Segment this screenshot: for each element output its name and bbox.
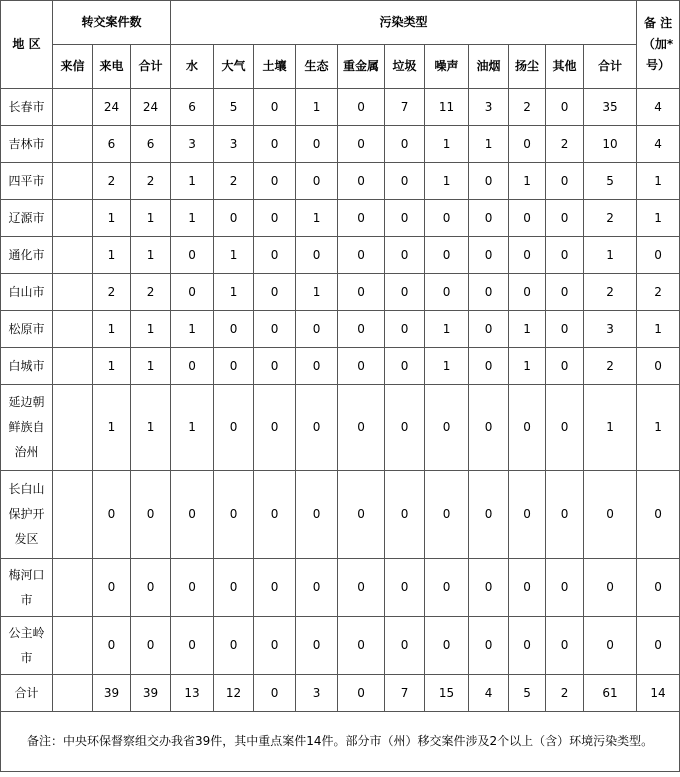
table-row: [1, 89, 680, 126]
value-cell: 0: [425, 274, 469, 311]
value-cell: 1: [93, 237, 131, 274]
region-cell: [1, 274, 53, 311]
value-cell: 0: [254, 471, 296, 559]
value-cell: 0: [93, 471, 131, 559]
table-row: [1, 471, 680, 559]
value-cell: 0: [214, 471, 254, 559]
value-cell: 2: [546, 126, 584, 163]
value-cell: 0: [254, 348, 296, 385]
value-cell: 0: [584, 559, 637, 617]
value-cell: 1: [637, 311, 680, 348]
value-cell: 1: [93, 200, 131, 237]
value-cell: 12: [214, 675, 254, 712]
value-cell: 0: [296, 311, 338, 348]
value-cell: 0: [584, 617, 637, 675]
value-cell: 0: [296, 163, 338, 200]
value-cell: [53, 89, 93, 126]
value-cell: 0: [637, 348, 680, 385]
value-cell: 0: [385, 471, 425, 559]
value-cell: 4: [637, 89, 680, 126]
value-cell: 0: [637, 471, 680, 559]
value-cell: 1: [425, 311, 469, 348]
value-cell: 2: [214, 163, 254, 200]
value-cell: 0: [171, 348, 214, 385]
value-cell: 0: [214, 559, 254, 617]
value-cell: 2: [131, 274, 171, 311]
header-pollution-col: 合计: [584, 45, 637, 89]
value-cell: 1: [509, 163, 546, 200]
value-cell: 0: [385, 617, 425, 675]
value-cell: 0: [338, 200, 385, 237]
value-cell: 1: [131, 237, 171, 274]
header-remark-line1: 备 注: [643, 16, 673, 30]
value-cell: 0: [469, 163, 509, 200]
value-cell: [53, 471, 93, 559]
value-cell: 1: [637, 200, 680, 237]
value-cell: 0: [509, 274, 546, 311]
value-cell: 1: [584, 237, 637, 274]
value-cell: 0: [637, 559, 680, 617]
region-cell: [1, 89, 53, 126]
value-cell: 4: [637, 126, 680, 163]
value-cell: 2: [584, 274, 637, 311]
table-row: [1, 163, 680, 200]
value-cell: 0: [171, 471, 214, 559]
value-cell: 1: [214, 274, 254, 311]
value-cell: 0: [509, 559, 546, 617]
region-cell: [1, 559, 53, 617]
value-cell: 1: [637, 163, 680, 200]
value-cell: 0: [469, 274, 509, 311]
value-cell: 2: [93, 274, 131, 311]
region-cell: [1, 385, 53, 471]
value-cell: 0: [214, 617, 254, 675]
value-cell: [53, 126, 93, 163]
value-cell: 7: [385, 675, 425, 712]
footnote: 备注：中央环保督察组交办我省39件，其中重点案件14件。部分市（州）移交案件涉及2个以上（含）环境污染类型。: [1, 712, 680, 772]
value-cell: 1: [469, 126, 509, 163]
header-remark-line2: （加*: [642, 37, 674, 51]
value-cell: 0: [131, 559, 171, 617]
region-name-line: 白山市: [8, 284, 45, 299]
value-cell: 5: [214, 89, 254, 126]
value-cell: 2: [93, 163, 131, 200]
value-cell: 0: [171, 274, 214, 311]
value-cell: 5: [584, 163, 637, 200]
value-cell: [53, 559, 93, 617]
header-transfer-col: 来信: [53, 45, 93, 89]
value-cell: 1: [93, 385, 131, 471]
value-cell: 0: [546, 200, 584, 237]
table-row: [1, 385, 680, 471]
value-cell: 0: [338, 274, 385, 311]
value-cell: 1: [296, 274, 338, 311]
value-cell: 6: [171, 89, 214, 126]
table-row: [1, 274, 680, 311]
value-cell: 0: [338, 237, 385, 274]
value-cell: 1: [296, 200, 338, 237]
value-cell: 0: [546, 89, 584, 126]
value-cell: 6: [131, 126, 171, 163]
region-name-line: 治州: [14, 445, 39, 459]
header-pollution-col: 土壤: [254, 45, 296, 89]
value-cell: 0: [338, 675, 385, 712]
value-cell: 0: [254, 126, 296, 163]
value-cell: [53, 385, 93, 471]
value-cell: 0: [546, 617, 584, 675]
value-cell: [53, 274, 93, 311]
value-cell: [53, 617, 93, 675]
table-row: [1, 348, 680, 385]
value-cell: 0: [469, 471, 509, 559]
region-name-line: 白城市: [8, 358, 45, 373]
value-cell: 0: [425, 617, 469, 675]
value-cell: 0: [296, 617, 338, 675]
value-cell: 0: [546, 163, 584, 200]
value-cell: 3: [214, 126, 254, 163]
value-cell: 1: [296, 89, 338, 126]
value-cell: 0: [296, 126, 338, 163]
value-cell: 0: [338, 311, 385, 348]
value-cell: 0: [296, 385, 338, 471]
value-cell: 0: [509, 237, 546, 274]
value-cell: [53, 200, 93, 237]
header-pollution-col: 大气: [214, 45, 254, 89]
value-cell: 0: [338, 89, 385, 126]
table-row: [1, 237, 680, 274]
value-cell: 5: [509, 675, 546, 712]
header-pollution-col: 生态: [296, 45, 338, 89]
value-cell: 0: [254, 559, 296, 617]
value-cell: 24: [93, 89, 131, 126]
value-cell: 1: [131, 311, 171, 348]
value-cell: 0: [425, 237, 469, 274]
value-cell: 0: [338, 385, 385, 471]
value-cell: 0: [296, 348, 338, 385]
value-cell: 39: [131, 675, 171, 712]
value-cell: 0: [338, 163, 385, 200]
value-cell: 1: [171, 200, 214, 237]
value-cell: 1: [131, 200, 171, 237]
value-cell: 13: [171, 675, 214, 712]
value-cell: 0: [296, 559, 338, 617]
value-cell: 0: [546, 274, 584, 311]
value-cell: 1: [131, 385, 171, 471]
value-cell: 0: [254, 89, 296, 126]
header-remark-line3: 号）: [646, 58, 671, 72]
value-cell: 3: [171, 126, 214, 163]
value-cell: 1: [637, 385, 680, 471]
value-cell: 1: [425, 126, 469, 163]
region-name-line: 市: [20, 650, 33, 665]
header-region: 地 区: [1, 1, 53, 89]
header-pollution-group: 污染类型: [171, 1, 637, 45]
table-row: [1, 559, 680, 617]
value-cell: 3: [584, 311, 637, 348]
value-cell: 1: [584, 385, 637, 471]
value-cell: 11: [425, 89, 469, 126]
value-cell: [53, 348, 93, 385]
value-cell: [53, 675, 93, 712]
value-cell: 0: [509, 200, 546, 237]
value-cell: [53, 163, 93, 200]
value-cell: 4: [469, 675, 509, 712]
value-cell: 0: [637, 617, 680, 675]
value-cell: 0: [469, 617, 509, 675]
value-cell: 0: [546, 559, 584, 617]
region-cell: [1, 200, 53, 237]
header-transfer-group: 转交案件数: [53, 1, 171, 45]
region-cell: [1, 348, 53, 385]
value-cell: 0: [338, 471, 385, 559]
header-pollution-col: 重金属: [338, 45, 385, 89]
value-cell: 10: [584, 126, 637, 163]
region-name-line: 市: [20, 592, 33, 607]
value-cell: 14: [637, 675, 680, 712]
region-name-line: 保护开: [8, 507, 45, 521]
value-cell: 0: [546, 385, 584, 471]
value-cell: 0: [296, 471, 338, 559]
value-cell: 0: [385, 559, 425, 617]
value-cell: 0: [385, 200, 425, 237]
value-cell: 0: [385, 237, 425, 274]
region-name-line: 通化市: [8, 247, 45, 262]
value-cell: 2: [584, 200, 637, 237]
value-cell: 0: [509, 471, 546, 559]
value-cell: 0: [584, 471, 637, 559]
header-pollution-col: 水: [171, 45, 214, 89]
value-cell: 35: [584, 89, 637, 126]
value-cell: 6: [93, 126, 131, 163]
value-cell: 0: [637, 237, 680, 274]
value-cell: 0: [385, 163, 425, 200]
value-cell: 0: [338, 559, 385, 617]
value-cell: 0: [131, 471, 171, 559]
region-cell: [1, 471, 53, 559]
table-row: [1, 200, 680, 237]
value-cell: 7: [385, 89, 425, 126]
header-transfer-col: 来电: [93, 45, 131, 89]
region-name-line: 延边朝: [8, 395, 45, 409]
value-cell: 0: [385, 126, 425, 163]
value-cell: 0: [254, 237, 296, 274]
header-remark: [637, 1, 680, 89]
region-name-line: 鲜族自: [8, 420, 45, 434]
value-cell: 61: [584, 675, 637, 712]
table-row: [1, 311, 680, 348]
value-cell: 0: [509, 385, 546, 471]
value-cell: 1: [93, 311, 131, 348]
region-name-line: 松原市: [8, 321, 45, 336]
value-cell: 0: [254, 385, 296, 471]
region-cell: [1, 163, 53, 200]
value-cell: 1: [171, 385, 214, 471]
header-pollution-col: 油烟: [469, 45, 509, 89]
value-cell: 0: [509, 126, 546, 163]
region-cell: [1, 617, 53, 675]
value-cell: 0: [546, 237, 584, 274]
value-cell: 0: [254, 311, 296, 348]
value-cell: 0: [131, 617, 171, 675]
value-cell: 1: [509, 348, 546, 385]
region-name-line: 发区: [14, 532, 39, 546]
region-name-line: 辽源市: [8, 210, 45, 225]
value-cell: 0: [469, 200, 509, 237]
value-cell: 0: [254, 274, 296, 311]
value-cell: 0: [469, 385, 509, 471]
value-cell: 1: [425, 163, 469, 200]
value-cell: 1: [171, 163, 214, 200]
table-row: [1, 617, 680, 675]
region-cell: [1, 311, 53, 348]
value-cell: 0: [385, 274, 425, 311]
value-cell: 0: [338, 617, 385, 675]
header-pollution-col: 噪声: [425, 45, 469, 89]
value-cell: 0: [338, 348, 385, 385]
value-cell: 2: [637, 274, 680, 311]
region-name-line: 合计: [14, 685, 39, 700]
value-cell: 1: [214, 237, 254, 274]
table-row: [1, 126, 680, 163]
value-cell: 0: [546, 348, 584, 385]
region-name-line: 梅河口: [8, 567, 45, 582]
value-cell: 0: [469, 559, 509, 617]
value-cell: [53, 237, 93, 274]
value-cell: 1: [93, 348, 131, 385]
value-cell: 0: [214, 311, 254, 348]
header-pollution-col: 扬尘: [509, 45, 546, 89]
value-cell: 0: [93, 559, 131, 617]
header-row-1: [1, 1, 680, 45]
value-cell: 15: [425, 675, 469, 712]
value-cell: 3: [469, 89, 509, 126]
value-cell: 0: [546, 471, 584, 559]
value-cell: 1: [131, 348, 171, 385]
header-row-2: [1, 45, 680, 89]
value-cell: 0: [509, 617, 546, 675]
value-cell: 3: [296, 675, 338, 712]
value-cell: 0: [254, 617, 296, 675]
value-cell: 0: [171, 617, 214, 675]
value-cell: 0: [296, 237, 338, 274]
region-cell: [1, 675, 53, 712]
region-cell: [1, 237, 53, 274]
value-cell: 0: [385, 311, 425, 348]
value-cell: 2: [584, 348, 637, 385]
value-cell: [53, 311, 93, 348]
value-cell: 1: [171, 311, 214, 348]
value-cell: 0: [469, 311, 509, 348]
value-cell: 0: [425, 471, 469, 559]
value-cell: 0: [254, 200, 296, 237]
value-cell: 0: [171, 237, 214, 274]
value-cell: 0: [254, 163, 296, 200]
value-cell: 0: [214, 385, 254, 471]
header-transfer-col: 合计: [131, 45, 171, 89]
value-cell: 1: [425, 348, 469, 385]
value-cell: 0: [385, 385, 425, 471]
region-name-line: 公主岭: [8, 625, 45, 640]
value-cell: 0: [214, 348, 254, 385]
region-name-line: 长春市: [8, 99, 45, 114]
value-cell: 0: [546, 311, 584, 348]
header-pollution-col: 垃圾: [385, 45, 425, 89]
value-cell: 2: [546, 675, 584, 712]
region-name-line: 长白山: [8, 482, 45, 496]
value-cell: 39: [93, 675, 131, 712]
value-cell: 1: [509, 311, 546, 348]
value-cell: 2: [131, 163, 171, 200]
header-pollution-col: 其他: [546, 45, 584, 89]
value-cell: 0: [171, 559, 214, 617]
value-cell: 0: [425, 200, 469, 237]
value-cell: 0: [93, 617, 131, 675]
value-cell: 0: [425, 385, 469, 471]
value-cell: 0: [254, 675, 296, 712]
table-row: [1, 675, 680, 712]
value-cell: 2: [509, 89, 546, 126]
region-name-line: 四平市: [8, 173, 45, 188]
region-name-line: 吉林市: [8, 136, 45, 151]
value-cell: 0: [425, 559, 469, 617]
value-cell: 0: [385, 348, 425, 385]
region-cell: [1, 126, 53, 163]
value-cell: 24: [131, 89, 171, 126]
value-cell: 0: [469, 348, 509, 385]
value-cell: 0: [469, 237, 509, 274]
value-cell: 0: [338, 126, 385, 163]
footnote-row: [1, 712, 680, 772]
value-cell: 0: [214, 200, 254, 237]
